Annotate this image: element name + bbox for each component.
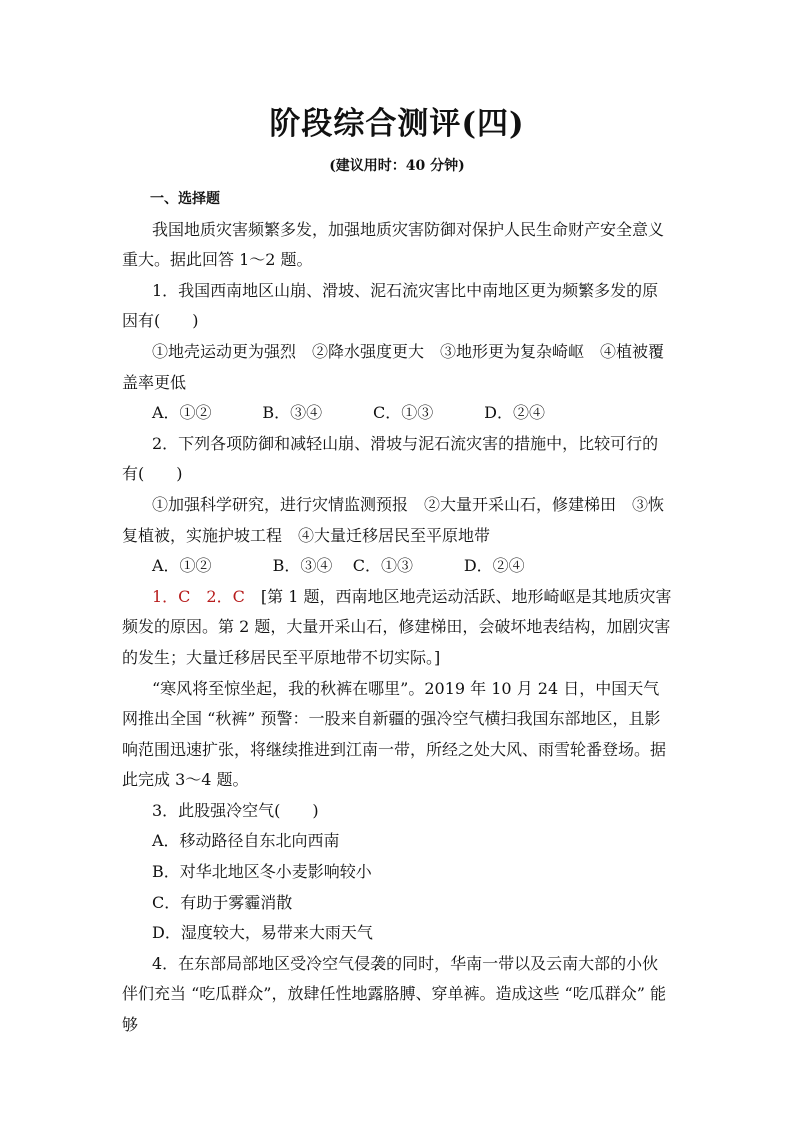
question-1-items: ①地壳运动更为强烈 ②降水强度更大 ③地形更为复杂崎岖 ④植被覆盖率更低 [122, 341, 665, 392]
section-heading: 一、选择题 [150, 191, 220, 207]
passage-intro-1: 我国地质灾害频繁多发，加强地质灾害防御对保护人民生命财产安全意义重大。据此回答 1～2 题。 [122, 219, 665, 270]
question-3-option-a: A．移动路径自东北向西南 [152, 831, 340, 851]
answer-key: 1．C 2．C [152, 586, 245, 606]
passage-intro-2: “寒风将至惊坐起，我的秋裤在哪里”。2019 年 10 月 24 日，中国天气网推出全国 “秋裤” 预警：一股来自新疆的强冷空气横扫我国东部地区，且影响范围迅速扩张，将继续推进到江南一带，所经之处大风、雨雪轮番登场。据此完成 3～4 题。 [122, 678, 667, 790]
question-3-option-c: C．有助于雾霾消散 [152, 892, 293, 912]
question-2-items: ①加强科学研究，进行灾情监测预报 ②大量开采山石，修建梯田 ③恢复植被，实施护坡工程 ④大量迁移居民至平原地带 [122, 494, 665, 545]
option-a: A．①② [152, 403, 212, 423]
question-3-option-b: B．对华北地区冬小麦影响较小 [152, 862, 372, 882]
question-3-option-d: D．湿度较大，易带来大雨天气 [152, 923, 373, 943]
option-d: D．②④ [484, 403, 545, 423]
question-1-stem: 1．我国西南地区山崩、滑坡、泥石流灾害比中南地区更为频繁多发的原因有( ) [122, 280, 659, 331]
question-2-stem: 2．下列各项防御和减轻山崩、滑坡与泥石流灾害的措施中，比较可行的有( ) [122, 433, 659, 484]
document-body [122, 184, 674, 1041]
option-c: C．①③ [373, 403, 434, 423]
answer-explanation: [第 1 题，西南地区地壳运动活跃、地形崎岖是其地质灾害频发的原因。第 2 题，大量开采山石，修建梯田，会破坏地表结构，加剧灾害的发生；大量迁移居民至平原地带不切实际。] [122, 586, 672, 667]
answer-1-2 [122, 582, 674, 674]
suggested-time: (建议用时：40 分钟) [329, 158, 465, 174]
question-4-stem: 4．在东部局部地区受冷空气侵袭的同时，华南一带以及云南大部的小伙伴们充当 “吃瓜群众”，放肆任性地露胳膊、穿单裤。造成这些 “吃瓜群众” 能够 [122, 953, 666, 1035]
question-3-stem: 3．此股强冷空气( ) [152, 800, 319, 820]
option-c: C．①③ [352, 556, 413, 576]
option-a: A．①② [152, 556, 212, 576]
question-1-options [122, 398, 674, 429]
page-title: 阶段综合测评(四) [269, 106, 525, 142]
question-2-options [122, 551, 674, 582]
option-b: B．③④ [272, 556, 333, 576]
option-b: B．③④ [262, 403, 323, 423]
option-d: D．②④ [463, 556, 525, 576]
